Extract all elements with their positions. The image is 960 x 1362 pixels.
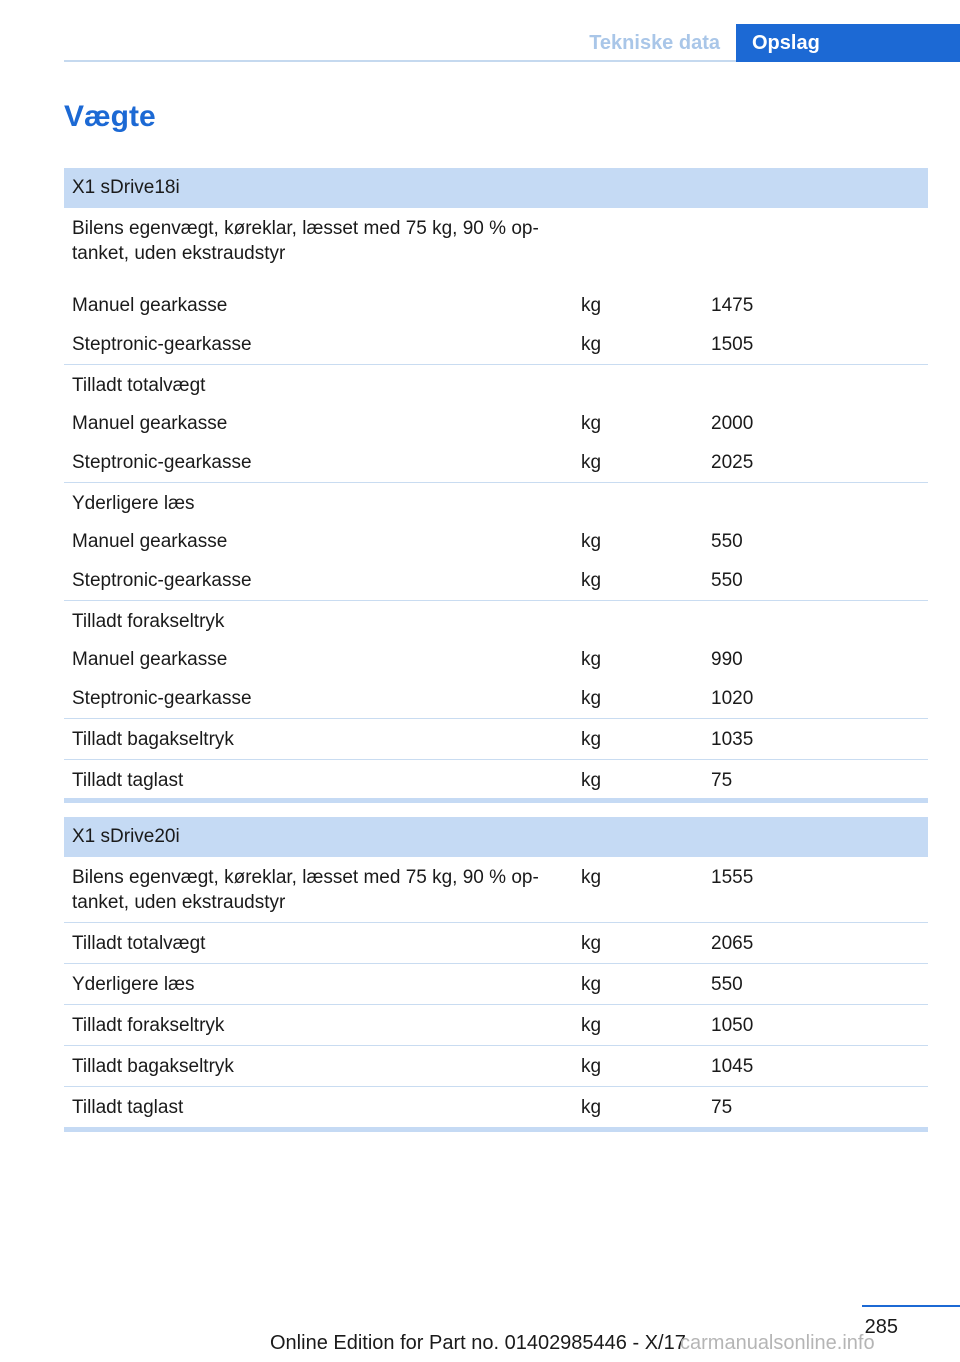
row-label: Steptronic-gearkasse [72, 334, 252, 355]
row-unit: kg [581, 570, 602, 591]
row-unit: kg [581, 334, 602, 355]
row-unit: kg [581, 974, 602, 995]
row-label: Tilladt bagakseltryk [72, 1056, 234, 1077]
row-value: 2065 [711, 933, 754, 954]
table-group [64, 1005, 928, 1046]
footer-rule [862, 1305, 960, 1307]
table-row-group-title [64, 601, 928, 640]
weights-table-sdrive20i [64, 817, 928, 1132]
table-row [64, 719, 928, 759]
row-value: 1035 [711, 729, 754, 750]
table-group [64, 1046, 928, 1087]
header-section-label: Tekniske data [589, 32, 720, 54]
table-header-model: X1 sDrive20i [64, 817, 928, 857]
table-row [64, 404, 928, 443]
table-row [64, 325, 928, 364]
row-label: Steptronic-gearkasse [72, 452, 252, 473]
row-label: Steptronic-gearkasse [72, 570, 252, 591]
weights-table-sdrive18i [64, 168, 928, 803]
row-unit: kg [581, 867, 602, 888]
row-value: 1045 [711, 1056, 754, 1077]
row-label: Manuel gearkasse [72, 295, 228, 316]
row-unit: kg [581, 295, 602, 316]
row-unit: kg [581, 729, 602, 750]
table-group [64, 601, 928, 719]
row-label: Manuel gearkasse [72, 413, 228, 434]
table-footer-rule [64, 1127, 928, 1132]
row-unit: kg [581, 933, 602, 954]
row-value: 75 [711, 770, 733, 791]
row-label: Tilladt bagakseltryk [72, 729, 234, 750]
table-footer-rule [64, 798, 928, 803]
row-value: 75 [711, 1097, 733, 1118]
row-label: Tilladt forakseltryk [72, 611, 225, 632]
row-value: 550 [711, 974, 743, 995]
header-tab-opslag: Opslag [736, 24, 960, 62]
table-group [64, 208, 928, 365]
row-unit: kg [581, 1015, 602, 1036]
row-label: Manuel gearkasse [72, 649, 228, 670]
row-unit: kg [581, 1056, 602, 1077]
table-row [64, 857, 928, 922]
row-unit: kg [581, 452, 602, 473]
row-label: Yderligere læs [72, 974, 195, 995]
row-value: 2025 [711, 452, 754, 473]
table-group [64, 1087, 928, 1127]
table-group [64, 857, 928, 923]
row-value: 1050 [711, 1015, 754, 1036]
row-unit: kg [581, 531, 602, 552]
table-header-model: X1 sDrive18i [64, 168, 928, 208]
table-row-group-title [64, 208, 928, 286]
row-label: Tilladt totalvægt [72, 375, 206, 396]
row-unit: kg [581, 770, 602, 791]
table-row [64, 522, 928, 561]
table-row [64, 286, 928, 325]
row-value: 1505 [711, 334, 754, 355]
table-row [64, 1046, 928, 1086]
table-group [64, 760, 928, 798]
table-row [64, 1005, 928, 1045]
table-group [64, 923, 928, 964]
row-unit: kg [581, 649, 602, 670]
row-label: Bilens egenvægt, køreklar, læsset med 75 kg, 90 % op- tanket, uden ekstraudstyr [72, 867, 539, 913]
row-label: Tilladt taglast [72, 770, 184, 791]
edition-note: Online Edition for Part no. 01402985446 - X/17 [270, 1332, 686, 1354]
table-group [64, 964, 928, 1005]
row-label: Yderligere læs [72, 493, 195, 514]
table-row [64, 923, 928, 963]
table-row [64, 760, 928, 798]
watermark: carmanualsonline.info [680, 1332, 875, 1354]
row-unit: kg [581, 688, 602, 709]
page-number: 285 [864, 1316, 898, 1338]
table-row [64, 561, 928, 600]
row-value: 1555 [711, 867, 754, 888]
row-unit: kg [581, 1097, 602, 1118]
table-group [64, 719, 928, 760]
table-row [64, 443, 928, 482]
table-row [64, 679, 928, 718]
row-label: Manuel gearkasse [72, 531, 228, 552]
table-row [64, 964, 928, 1004]
row-value: 2000 [711, 413, 754, 434]
table-group [64, 365, 928, 483]
row-value: 1475 [711, 295, 754, 316]
table-group [64, 483, 928, 601]
row-label: Steptronic-gearkasse [72, 688, 252, 709]
row-unit: kg [581, 413, 602, 434]
table-row-group-title [64, 365, 928, 404]
row-value: 550 [711, 531, 743, 552]
page-title: Vægte [64, 100, 156, 133]
row-value: 990 [711, 649, 743, 670]
row-value: 550 [711, 570, 743, 591]
row-value: 1020 [711, 688, 754, 709]
row-label: Tilladt taglast [72, 1097, 184, 1118]
table-row [64, 640, 928, 679]
row-label: Bilens egenvægt, køreklar, læsset med 75 kg, 90 % op- tanket, uden ekstraudstyr [72, 218, 539, 264]
row-label: Tilladt totalvægt [72, 933, 206, 954]
table-row-group-title [64, 483, 928, 522]
row-label: Tilladt forakseltryk [72, 1015, 225, 1036]
table-row [64, 1087, 928, 1127]
